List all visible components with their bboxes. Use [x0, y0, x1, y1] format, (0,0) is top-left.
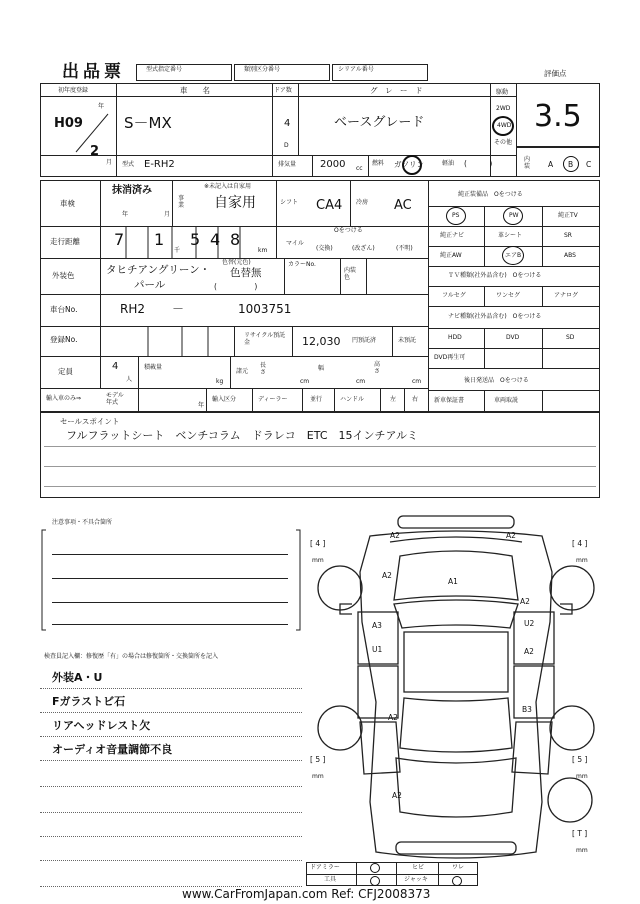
model-code-label: 型式指定番号 [146, 66, 183, 73]
import-type-label: 輸入区分 [212, 396, 237, 403]
registration-label: 登録No. [50, 335, 78, 344]
registration-cells [100, 326, 234, 356]
equip-airbag-circle [502, 246, 524, 265]
door-suffix: D [284, 142, 289, 149]
damage-mark-6: A3 [372, 621, 382, 630]
capacity-value: 4 [112, 361, 119, 372]
legend-mark-1 [370, 863, 380, 873]
chassis-number: 1003751 [238, 302, 292, 316]
damage-mark-9: A2 [524, 647, 534, 656]
chassis-label: 車台No. [50, 305, 78, 314]
exterior-color-line2: パール [134, 279, 166, 291]
repaint-label: 色替(元色) [222, 259, 251, 266]
mileage-digit-2: 1 [154, 230, 165, 249]
mileage-circle-note: Oをつける [334, 227, 363, 234]
usage-value: 自家用 [214, 195, 256, 211]
height-label: 高さ [374, 361, 381, 375]
equip-ps-circle [446, 207, 466, 225]
drive-other: その他 [494, 139, 513, 146]
model-value: E-RH2 [144, 159, 175, 170]
tread-fr: [ 4 ] [572, 539, 588, 548]
displacement-label: 排気量 [278, 161, 297, 168]
recycle-unpaid: 未預託 [398, 337, 417, 344]
interior-b-circle [563, 156, 579, 172]
legend-mark-2 [370, 876, 380, 886]
interior-label: 内装 [524, 156, 531, 171]
spare-tread: [ T ] [572, 829, 588, 838]
note-line-3: リアヘッドレスト欠 [52, 719, 151, 732]
chassis-dash: － [172, 302, 185, 316]
equip-leather: 革シート [498, 232, 523, 239]
diesel-label: 軽油 [442, 160, 455, 167]
modified-label: (改ざん) [352, 245, 375, 252]
legend-tools: 工具 [324, 876, 337, 883]
legend-crack: ヒビ [412, 864, 425, 871]
interior-color-label: 内装色 [344, 267, 357, 282]
tv-analog: アナログ [554, 292, 579, 299]
damage-mark-3: A2 [382, 571, 392, 580]
displacement-value: 2000 [320, 159, 346, 170]
notes-label: 注意事項・不具合箇所 [52, 519, 113, 526]
fuel-value: ガソリン [394, 160, 424, 169]
chassis-prefix: RH2 [120, 302, 145, 316]
inspector-label: 検査員記入欄：修復歴「有」の場合は修復箇所・交換箇所を記入 [44, 653, 219, 660]
equip-pw-circle [503, 207, 523, 225]
handle-right: 右 [412, 396, 419, 403]
category-code-label: 類別区分番号 [244, 66, 281, 73]
inspection-month-label: 月 [164, 211, 171, 218]
first-reg-era: H09 [54, 116, 83, 131]
dvd-play-label: DVD再生可 [434, 354, 466, 361]
tread-rl-unit: mm [312, 773, 324, 780]
width-unit: cm [356, 378, 366, 385]
mileage-unit-k: 千 [174, 247, 181, 254]
mileage-digit-5: 8 [230, 230, 241, 249]
model-year-label: モデル年式 [106, 392, 124, 407]
mileage-unit-km: km [258, 247, 268, 254]
year-label: 年 [98, 103, 105, 110]
mileage-digit-boxes [102, 226, 276, 258]
recycle-amount: 12,030 [302, 335, 341, 348]
car-diagram [300, 512, 610, 882]
dims-label: 諸元 [236, 368, 249, 375]
inspection-year-label: 年 [122, 211, 129, 218]
post-manual: 車両取説 [494, 397, 519, 404]
tv-fullseg: フルセグ [442, 292, 466, 299]
mileage-digit-1: 7 [114, 230, 125, 249]
navi-dvd: DVD [506, 334, 520, 341]
navi-hdd: HDD [448, 334, 462, 341]
rating-value: 3.5 [534, 99, 582, 134]
parallel-option: 並行 [310, 396, 323, 403]
first-reg-month: 2 [90, 144, 100, 159]
drive-4wd: 4WD [497, 122, 512, 129]
drive-2wd: 2WD [496, 105, 511, 112]
drive-label: 駆動 [496, 89, 509, 96]
equip-aw: 純正AW [440, 252, 462, 259]
damage-mark-7: U2 [524, 619, 535, 628]
unknown-label: (不明) [396, 245, 413, 252]
equip-sr: SR [564, 232, 572, 239]
interior-grade-a: A [548, 160, 554, 169]
tread-rr-unit: mm [576, 773, 588, 780]
sales-text: フルフラットシート ベンチコラム ドラレコ ETC 15インチアルミ [66, 429, 419, 442]
watermark: www.CarFromJapan.com Ref: CFJ2008373 [182, 887, 431, 901]
equip-ps: PS [452, 212, 460, 219]
length-label: 長さ [260, 362, 267, 376]
note-line-4: オーディオ音量調節不良 [52, 743, 173, 756]
usage-header: 事業 [178, 195, 185, 209]
equip-pw: PW [509, 212, 519, 219]
interior-grade-b: B [568, 160, 574, 169]
sales-label: セールスポイント [60, 417, 120, 426]
sheet-title: 出品票 [62, 62, 125, 82]
tread-fl-unit: mm [312, 557, 324, 564]
model-label: 型式 [122, 161, 135, 168]
month-label: 月 [106, 159, 113, 166]
recycle-label: リサイクル預託金 [244, 332, 286, 347]
navi-sd: SD [566, 334, 575, 341]
usage-note: ※未記入は自家用 [204, 183, 252, 190]
damage-mark-4: A1 [448, 577, 458, 586]
car-name: S－MX [124, 114, 172, 132]
height-unit: cm [412, 378, 422, 385]
diesel-bracket: ( ) [464, 159, 493, 168]
import-label: 輸入車のみ⇒ [46, 395, 82, 402]
handle-left: 左 [390, 396, 397, 403]
note-line-2: Fガラストビ石 [52, 695, 126, 708]
tread-fr-unit: mm [576, 557, 588, 564]
mile-label: マイル [286, 240, 304, 247]
damage-mark-1: A2 [390, 531, 400, 540]
legend-jack: ジャッキ [404, 876, 428, 883]
damage-mark-10: A2 [388, 713, 398, 722]
doors-label: ドア数 [274, 87, 292, 94]
damage-mark-5: A2 [520, 597, 530, 606]
repaint-value: 色替無 [230, 267, 262, 279]
capacity-label: 定員 [58, 367, 73, 376]
cc-unit: cc [356, 165, 363, 172]
interior-grade-c: C [586, 160, 592, 169]
shift-value: CA4 [316, 198, 343, 213]
aircon-value: AC [394, 198, 412, 213]
equip-abs: ABS [564, 252, 576, 259]
recycle-unit: 円預託済 [352, 337, 377, 344]
equip-navi: 純正ナビ [440, 232, 465, 239]
damage-mark-11: B3 [522, 705, 532, 714]
legend-mirror: ドアミラー [310, 864, 340, 871]
note-line-1: 外装A・U [52, 671, 103, 684]
exterior-color-label: 外装色 [52, 271, 75, 280]
first-reg-label: 初年度登録 [58, 87, 89, 94]
mileage-digit-3: 5 [190, 230, 201, 249]
load-unit: kg [216, 378, 224, 385]
tread-fl: [ 4 ] [310, 539, 326, 548]
capacity-unit: 人 [126, 376, 133, 383]
fuel-circle [402, 155, 422, 175]
mileage-digit-4: 4 [210, 230, 221, 249]
equip-tv: 純正TV [558, 212, 578, 219]
legend-break: ワレ [452, 864, 465, 871]
width-label: 幅 [318, 365, 325, 372]
tread-rl: [ 5 ] [310, 755, 326, 764]
inspection-label: 車検 [60, 199, 75, 208]
mileage-label: 走行距離 [50, 237, 80, 246]
grade-label: グ レ ー ド [370, 86, 423, 95]
length-unit: cm [300, 378, 310, 385]
shift-label: シフト [280, 199, 299, 206]
equipment-title: 純正装備品 Oをつける [458, 191, 523, 198]
damage-mark-8: U1 [372, 645, 383, 654]
drive-4wd-circle [492, 116, 514, 136]
exterior-color-line1: タヒチアングリーン・ [106, 264, 211, 276]
doors-value: 4 [284, 118, 291, 129]
post-warranty: 新車保証書 [434, 397, 465, 404]
dealer-option: ディーラー [258, 396, 288, 403]
serial-label: シリアル番号 [338, 66, 374, 73]
tv-title: ＴＶ種類(社外品含む) Oをつける [448, 272, 542, 279]
inspection-status: 抹消済み [112, 185, 152, 196]
tread-rr: [ 5 ] [572, 755, 588, 764]
fuel-label: 燃料 [372, 160, 385, 167]
rating-label: 評価点 [544, 69, 567, 78]
repaint-bracket: ( ) [214, 282, 258, 291]
post-title: 後日発送品 Oをつける [464, 377, 529, 384]
damage-mark-12: A2 [392, 791, 402, 800]
grade-value: ベースグレード [334, 115, 425, 130]
notes-bracket [40, 528, 302, 632]
exchange-label: (交換) [316, 245, 333, 252]
aircon-label: 冷房 [356, 199, 369, 206]
equip-airbag: エアB [505, 252, 522, 259]
spare-tread-unit: mm [576, 847, 588, 854]
model-year-unit: 年 [198, 402, 205, 409]
car-name-label: 車 名 [180, 86, 210, 95]
navi-title: ナビ種類(社外品含む) Oをつける [448, 313, 542, 320]
tv-oneseg: ワンセグ [496, 292, 521, 299]
legend-mark-3 [452, 876, 462, 886]
handle-label: ハンドル [340, 396, 365, 403]
damage-mark-2: A2 [506, 531, 516, 540]
color-no-label: カラーNo. [288, 261, 316, 268]
load-label: 積載量 [144, 364, 163, 371]
